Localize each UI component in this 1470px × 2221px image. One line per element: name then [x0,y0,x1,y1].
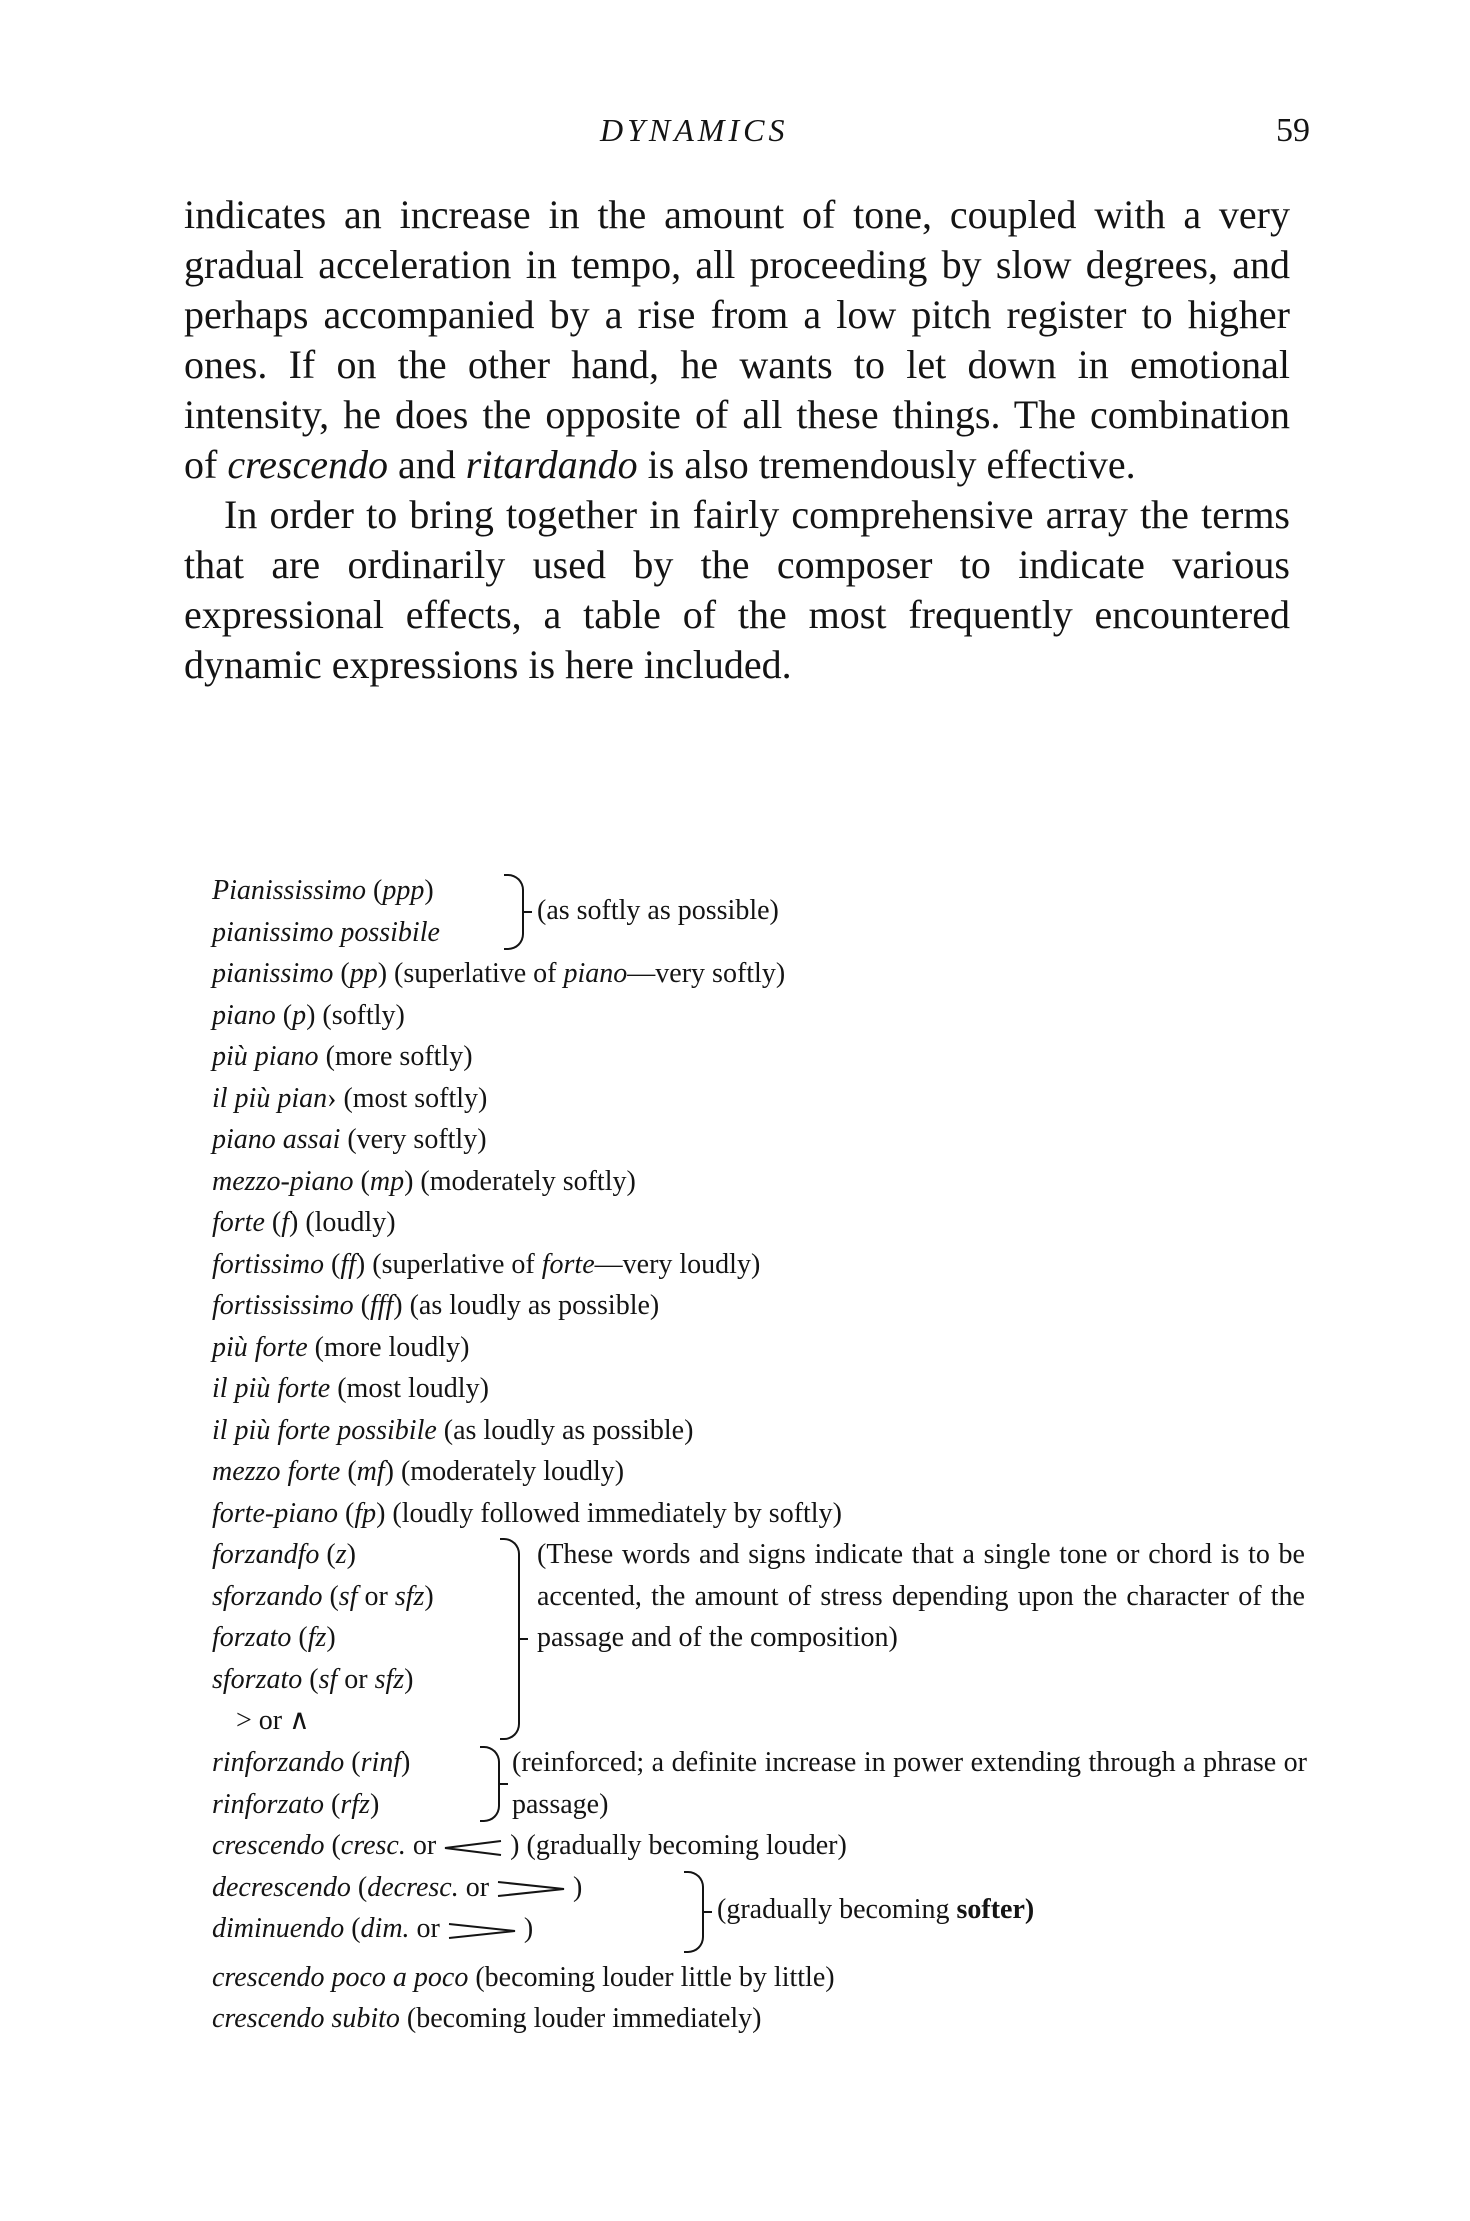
accent-signs: > or ∧ [236,1705,310,1736]
term-entry [212,1617,434,1659]
term-entry [212,1493,1302,1535]
term: Pianississimo [212,875,367,906]
term-text: ( [366,875,383,906]
term-entry [212,953,1302,995]
term-meaning: (as softly as possible) [537,895,779,926]
term: il più pian [212,1082,328,1114]
term-text: or [357,1580,395,1612]
term-text: ( [353,1165,370,1197]
term-text: ( [291,1622,308,1653]
term-text: ( [333,958,350,989]
term-text: ( [264,1207,282,1238]
term-group-accents-terms [212,1534,434,1742]
page-number: 59 [1276,112,1310,149]
term: pianissimo possibile [212,916,440,948]
term-entry [212,1368,1302,1410]
term-abbrev: sf [318,1663,338,1695]
term-text: ) [566,1871,583,1903]
term-meaning: (These words and signs indicate that a single tone or chord is to be accented, the amount of stress depending upon the character of the passage and of the composition) [537,1539,1305,1653]
crescendo-hairpin-icon [443,1839,503,1857]
right-brace [684,1871,704,1953]
term: fortississimo [212,1290,354,1321]
term-text: or [409,1913,447,1944]
term-group-reinforced [212,1742,1307,1825]
term: mezzo forte [212,1456,341,1487]
term-text: ( [324,1830,341,1861]
right-brace [500,1538,520,1740]
term-text: ) [424,1580,434,1612]
decrescendo-hairpin-icon [447,1922,517,1940]
term-entry [212,1576,434,1618]
paragraph-2: In order to bring together in fairly comprehensive array the terms that are ordinarily used by the composer to indicate various expressional effects, a table of the most frequently encountered dynamic expressions is here included. [184,492,1290,687]
term-text: or [405,1830,444,1861]
term-entry [212,1285,1302,1327]
term-text: ) [516,1913,534,1944]
term-entry [212,1161,1302,1203]
term: mezzo-piano [212,1165,354,1197]
term-meaning: (as loudly as possible) [436,1414,694,1446]
term-entry [212,1784,410,1826]
term-abbrev: rinf [360,1747,402,1778]
term-abbrev: pp [349,958,378,989]
term-abbrev: sfz [394,1580,425,1612]
term-meaning: ) (moderately softly) [404,1165,636,1197]
term-abbrev: fp [354,1497,377,1529]
term-entry [212,1700,434,1742]
term-text: ) [424,875,434,906]
term: sforzato [212,1663,303,1695]
term-entry [212,1244,1302,1286]
term-meaning-text: (gradually becoming [717,1893,957,1925]
term-entry [212,870,440,912]
term-abbrev: mf [356,1456,385,1487]
term-entry [212,912,440,954]
term: fortissimo [212,1248,325,1280]
term-text: ( [344,1913,361,1944]
term-meaning: ) (moderately loudly) [384,1456,625,1487]
term-text: ( [324,1788,341,1820]
term-meaning: (more loudly) [307,1331,470,1363]
term-meaning: ) (gradually becoming louder) [503,1830,847,1861]
term-meaning: (most loudly) [330,1373,489,1404]
term-abbrev: cresc. [340,1830,406,1861]
term-entry [212,1327,1302,1369]
term-text: ( [319,1539,336,1570]
term: rinforzato [212,1788,325,1820]
term-meaning: —very loudly) [594,1248,761,1280]
term-text: ) [404,1663,414,1695]
term-entry [212,1202,1302,1244]
term: più forte [212,1331,308,1363]
term: forte [541,1248,595,1280]
paragraph-1-text-c: is also tremendously effective. [637,442,1136,487]
term-meaning-text: softer) [956,1893,1035,1925]
term-text: ) [369,1788,380,1820]
term-text: or [458,1871,497,1903]
term: forte-piano [212,1497,338,1529]
term-meaning: —very softly) [627,958,786,989]
term-meaning: ) (as loudly as possible) [393,1290,660,1321]
term-abbrev: sfz [374,1663,405,1695]
term-meaning: (reinforced; a definite increase in power extending through a phrase or passage) [512,1747,1307,1820]
term-abbrev: mp [369,1165,405,1197]
term-abbrev: p [292,999,307,1031]
term-text: ( [324,1248,341,1280]
term: decrescendo [212,1871,351,1903]
term-abbrev: f [281,1207,289,1238]
term-meaning: ) (softly) [306,999,405,1031]
term-abbrev: sf [338,1580,358,1612]
term: il più forte possibile [212,1414,437,1446]
term-group-softest-terms [212,870,440,953]
term-text: ( [353,1290,370,1321]
term-entry [212,1078,1302,1120]
term-text: ) [401,1747,411,1778]
term-entry [212,1659,434,1701]
term-text: ( [275,999,293,1031]
term-meaning: (becoming louder little by little) [468,1961,835,1993]
body-text [184,190,1290,690]
term: forte [212,1207,265,1238]
right-brace [480,1746,500,1822]
term-entry [212,1957,1302,1999]
term: forzato [212,1622,292,1653]
running-title: DYNAMICS [600,112,789,148]
term-meaning: (more softly) [318,1041,473,1072]
term-group-softer-terms [212,1867,582,1950]
term: il più forte [212,1373,331,1404]
term-abbrev: ppp [382,875,425,906]
term-text: ) [326,1622,336,1653]
term: rinforzando [212,1747,345,1778]
term-entry [212,1742,410,1784]
term-meaning: (most softly) [336,1082,488,1114]
term-abbrev: ff [340,1248,356,1280]
term-abbrev: dim. [360,1913,410,1944]
term-entry [212,1410,1302,1452]
term-text: ) [346,1539,356,1570]
paragraph-1-text-a: indicates an increase in the amount of tone, coupled with a very gradual acceleration in tempo, all proceeding by slow degrees, and perhaps accompanied by a rise from a low pitch register to higher ones. If on the other hand, he wants to let down in emotional intensity, he does the opposite of all these things. The combination of [184,192,1290,487]
term-abbrev: fff [369,1290,394,1321]
term-entry [212,1119,1302,1161]
term-group-reinforced-terms [212,1742,410,1825]
term-text: ) (superlative of [377,958,564,989]
term-abbrev: fz [307,1622,327,1653]
term-entry [212,1867,582,1909]
term-meaning: ) (loudly followed immediately by softly) [376,1497,842,1529]
term-abbrev: rfz [340,1788,370,1820]
term: crescendo subito [212,2003,400,2034]
decrescendo-hairpin-icon [496,1880,566,1898]
term-entry [212,1036,1302,1078]
term-entry [212,1451,1302,1493]
term-entry [212,1908,582,1950]
term-group-softer [212,1867,1302,1957]
term-text: ( [338,1497,355,1529]
term: forzandfo [212,1539,320,1570]
term-meaning: (very softly) [340,1124,487,1155]
term-meaning: (becoming louder immediately) [399,2003,762,2034]
term-abbrev: z [335,1539,347,1570]
right-brace [504,874,524,950]
term-abbrev: decresc. [367,1871,459,1903]
term-meaning [717,1889,1034,1931]
term: diminuendo [212,1913,345,1944]
term: più piano [212,1041,319,1072]
term: piano [212,999,276,1031]
paragraph-1-text-b: and [388,442,466,487]
term-entry [212,995,1302,1037]
term-text: ) (superlative of [355,1248,542,1280]
term-text: ( [302,1663,319,1695]
term: crescendo poco a poco [212,1961,469,1993]
term: piano [563,958,628,989]
term-ritardando: ritardando [465,442,638,487]
term-entry [212,1825,1302,1867]
term: sforzando [212,1580,323,1612]
misprint-glyph: › [327,1082,337,1114]
term: piano assai [212,1124,341,1155]
term-group-accents [212,1534,1305,1742]
term-text: ( [344,1747,361,1778]
term-entry [212,1534,434,1576]
term-text: ( [350,1871,368,1903]
paragraph-1 [184,190,1290,490]
term-crescendo: crescendo [227,442,388,487]
running-head [0,112,1470,162]
term-text: ( [322,1580,339,1612]
term-meaning: ) (loudly) [289,1207,396,1238]
term-group-softest [212,870,1302,953]
term: pianissimo [212,958,334,989]
term: crescendo [212,1830,325,1861]
term-text: ( [340,1456,357,1487]
term-entry [212,1998,1302,2040]
dynamics-table [212,870,1307,2040]
term-text: or [337,1663,375,1695]
